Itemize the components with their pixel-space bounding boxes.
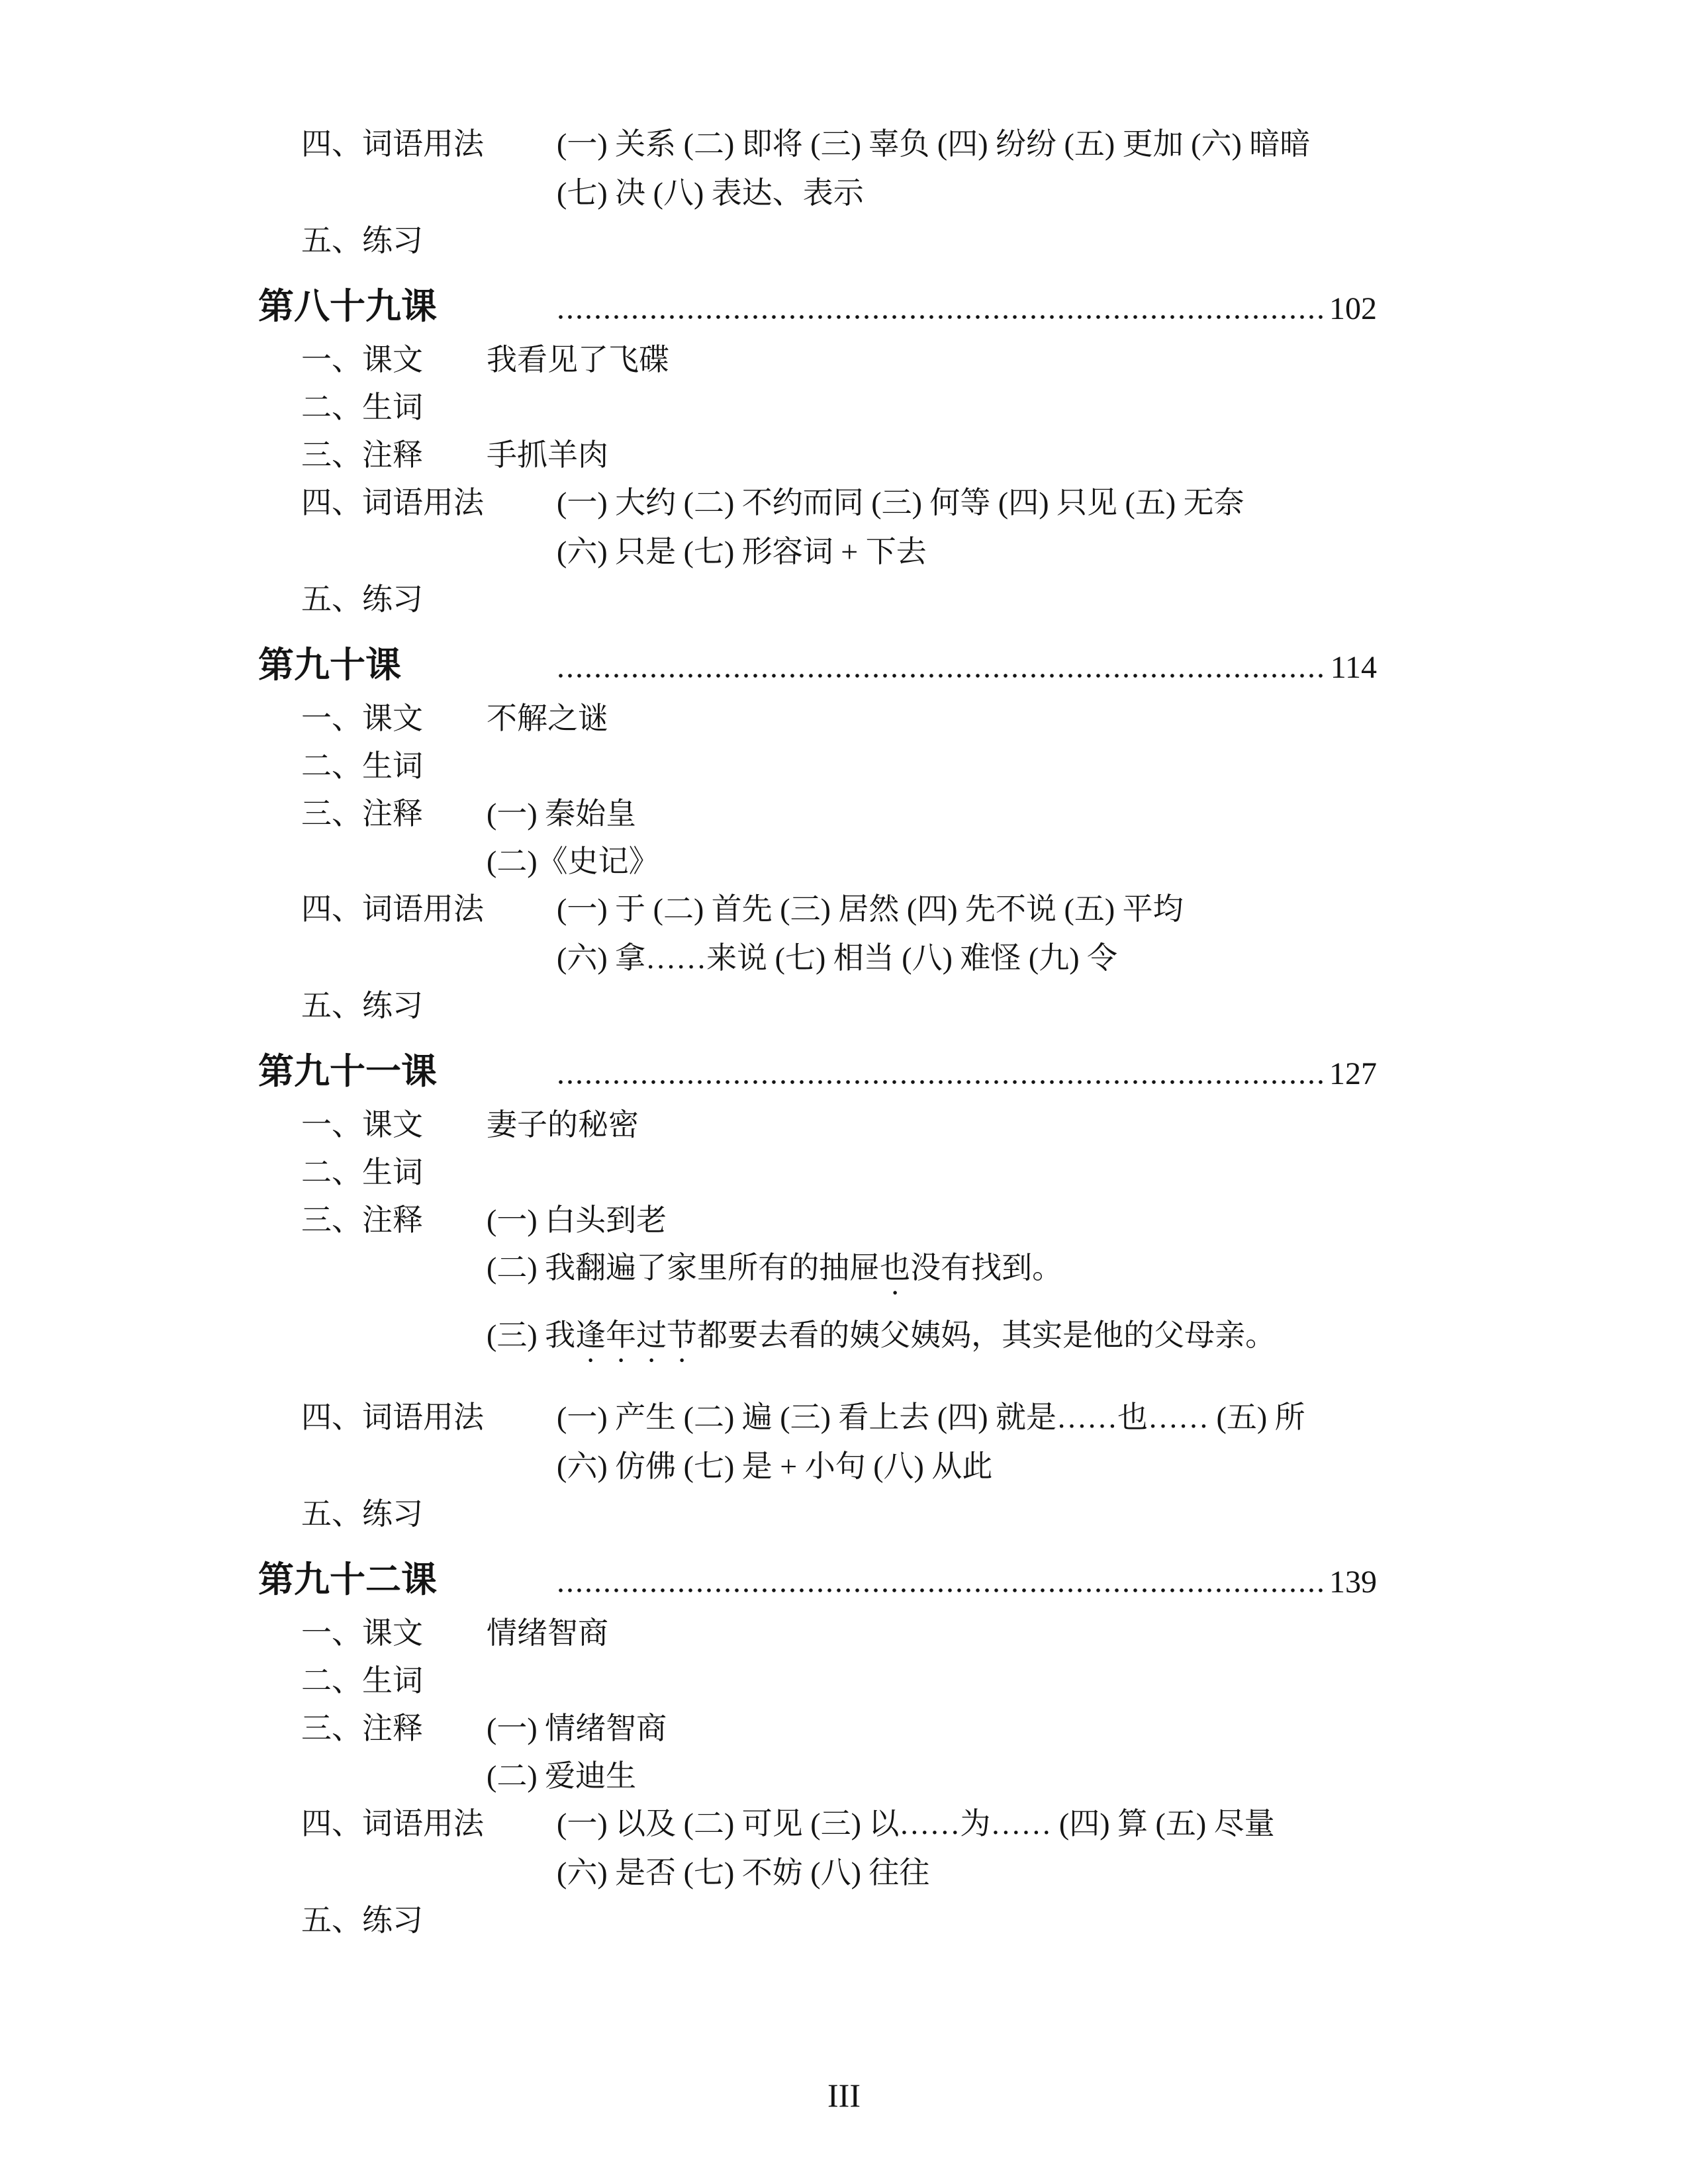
usage-line: (六) 仿佛 (七) 是 + 小句 (八) 从此: [557, 1449, 993, 1483]
note-emphasized-text: 也: [880, 1251, 911, 1285]
text-title: 妻子的秘密: [487, 1108, 639, 1142]
usage-line: (一) 以及 (二) 可见 (三) 以……为…… (四) 算 (五) 尽量: [557, 1807, 1275, 1841]
carryover-practice-row: [258, 222, 1377, 259]
text-label: 一、课文: [301, 1108, 423, 1142]
note-content: [487, 1250, 1062, 1301]
notes-label: 三、注释: [301, 1203, 423, 1237]
notes-label: 三、注释: [301, 797, 423, 831]
toc-item-row: [258, 1202, 1377, 1239]
vocab-label: 二、生词: [301, 1156, 423, 1189]
notes-label: 三、注释: [301, 438, 423, 472]
lesson-title: 第九十课: [258, 645, 401, 685]
toc-item-row: [258, 1805, 1377, 1891]
toc-item-row: [258, 1399, 1377, 1485]
toc-item-row: [258, 1154, 1377, 1191]
toc-note-continuation-row: [258, 843, 1377, 880]
lesson-92-heading: [258, 1559, 1377, 1600]
practice-label: 五、练习: [301, 989, 423, 1023]
carryover-usage-row: [258, 126, 1377, 212]
toc-item-row: [258, 581, 1377, 618]
practice-label: 五、练习: [301, 1903, 423, 1937]
lesson-90-heading: [258, 645, 1377, 686]
text-title: 不解之谜: [487, 702, 608, 735]
usage-line: (一) 大约 (二) 不约而同 (三) 何等 (四) 只见 (五) 无奈: [557, 486, 1244, 520]
toc-item-row: [258, 700, 1377, 737]
note-text: (二) 我翻遍了家里所有的抽屉: [487, 1251, 880, 1285]
usage-content: [557, 1399, 1305, 1485]
practice-label: 五、练习: [301, 1497, 423, 1531]
usage-label: 四、词语用法: [301, 892, 484, 926]
text-title: 我看见了飞碟: [487, 343, 669, 377]
usage-label: 四、词语用法: [301, 127, 484, 161]
toc-item-row: [258, 1662, 1377, 1700]
usage-content: [557, 1805, 1275, 1891]
toc-item-row: [258, 341, 1377, 379]
usage-label: 四、词语用法: [301, 486, 484, 520]
usage-line: (七) 决 (八) 表达、表示: [557, 176, 864, 210]
lesson-page-number: 127: [1329, 1056, 1377, 1091]
usage-content: [557, 484, 1244, 570]
toc-item-row: [258, 796, 1377, 833]
usage-line: (六) 是否 (七) 不妨 (八) 往往: [557, 1856, 930, 1889]
toc-item-row: [258, 1496, 1377, 1533]
lesson-title: 第九十一课: [258, 1052, 437, 1091]
note-content: 手抓羊肉: [487, 438, 608, 472]
lesson-91-heading: [258, 1051, 1377, 1092]
note-content: (一) 秦始皇: [487, 797, 637, 831]
note-content: (一) 白头到老: [487, 1203, 667, 1237]
note-content: (二) 爱迪生: [487, 1759, 637, 1793]
text-label: 一、课文: [301, 702, 423, 735]
toc-note-continuation-row: [258, 1758, 1377, 1795]
text-label: 一、课文: [301, 343, 423, 377]
lesson-title: 第八十九课: [258, 287, 437, 326]
dot-leader: [557, 1072, 1323, 1085]
vocab-label: 二、生词: [301, 749, 423, 783]
text-label: 一、课文: [301, 1616, 423, 1650]
practice-label: 五、练习: [301, 224, 423, 257]
toc-item-row: [258, 748, 1377, 785]
toc-item-row: [258, 437, 1377, 474]
text-title: 情绪智商: [487, 1616, 608, 1650]
vocab-label: 二、生词: [301, 390, 423, 424]
toc-item-row: [258, 891, 1377, 977]
note-text: 没有找到。: [910, 1251, 1063, 1285]
lesson-page-number: 102: [1329, 291, 1377, 326]
toc-item-row: [258, 484, 1377, 570]
dot-leader: [557, 1580, 1323, 1594]
dot-leader: [557, 666, 1324, 679]
toc-item-row: [258, 1615, 1377, 1652]
note-emphasized-text: 逢年过节: [575, 1318, 698, 1352]
usage-line: (一) 关系 (二) 即将 (三) 辜负 (四) 纷纷 (五) 更加 (六) 暗暗: [557, 127, 1311, 161]
usage-line: (一) 于 (二) 首先 (三) 居然 (四) 先不说 (五) 平均: [557, 892, 1184, 926]
usage-line: (六) 拿……来说 (七) 相当 (八) 难怪 (九) 令: [557, 941, 1118, 975]
usage-line: (一) 产生 (二) 遍 (三) 看上去 (四) 就是……也…… (五) 所: [557, 1400, 1305, 1434]
usage-label: 四、词语用法: [301, 1400, 484, 1434]
folio-page-number: III: [827, 2077, 861, 2114]
usage-content: [557, 891, 1184, 977]
notes-label: 三、注释: [301, 1711, 423, 1745]
toc-note-continuation-row: [258, 1250, 1377, 1301]
note-text: 都要去看的姨父姨妈，其实是他的父母亲。: [697, 1318, 1276, 1352]
toc-item-row: [258, 389, 1377, 426]
toc-item-row: [258, 987, 1377, 1024]
note-content: (一) 情绪智商: [487, 1711, 667, 1745]
vocab-label: 二、生词: [301, 1664, 423, 1698]
lesson-page-number: 139: [1329, 1565, 1377, 1600]
toc-item-row: [258, 1107, 1377, 1144]
dot-leader: [557, 307, 1323, 320]
toc-note-continuation-row: [258, 1317, 1377, 1369]
practice-label: 五、练习: [301, 582, 423, 616]
toc-item-row: [258, 1902, 1377, 1939]
toc-item-row: [258, 1710, 1377, 1747]
usage-line: (六) 只是 (七) 形容词 + 下去: [557, 535, 927, 569]
note-content: [487, 1317, 1276, 1369]
usage-label: 四、词语用法: [301, 1807, 484, 1841]
usage-content: [557, 126, 1310, 212]
note-text: (三) 我: [487, 1318, 576, 1352]
lesson-89-heading: [258, 286, 1377, 327]
note-content: (二)《史记》: [487, 844, 659, 878]
lesson-page-number: 114: [1330, 650, 1377, 685]
lesson-title: 第九十二课: [258, 1560, 437, 1600]
